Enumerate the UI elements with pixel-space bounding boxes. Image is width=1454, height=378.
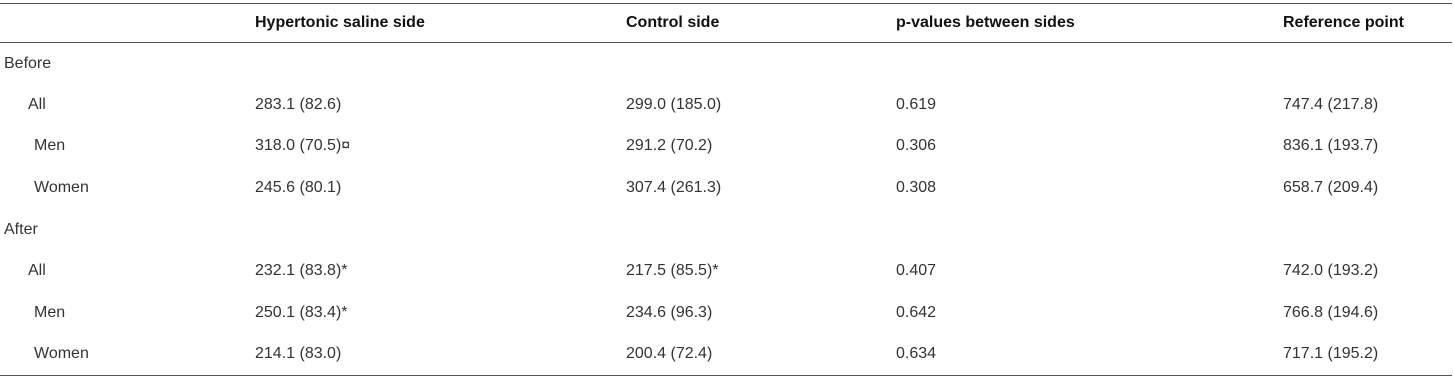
section-label: Before bbox=[4, 54, 52, 72]
cell-p-value bbox=[896, 43, 1283, 85]
cell-hypertonic-saline-side: 250.1 (83.4)* bbox=[255, 303, 348, 321]
cell-reference-point: 766.8 (194.6) bbox=[1283, 303, 1379, 321]
cell-control-side: 291.2 (70.2) bbox=[626, 137, 713, 155]
table-header bbox=[0, 4, 1452, 43]
cell-hypertonic-saline-side: 232.1 (83.8)* bbox=[255, 262, 348, 280]
cell-hypertonic-saline-side bbox=[255, 209, 626, 251]
cell-control-side bbox=[626, 43, 896, 85]
cell-hypertonic-saline-side: 245.6 (80.1) bbox=[255, 179, 342, 197]
row-label: Men bbox=[34, 137, 66, 155]
header-cell-control-side: Control side bbox=[626, 4, 896, 43]
header-cell-p-values: p-values between sides bbox=[896, 4, 1283, 43]
cell-p-value: 0.642 bbox=[896, 303, 937, 321]
header-cell-hypertonic-saline-side: Hypertonic saline side bbox=[255, 4, 626, 43]
cell-control-side: 217.5 (85.5)* bbox=[626, 262, 719, 280]
table-row bbox=[0, 334, 1452, 376]
table-row bbox=[0, 167, 1452, 209]
cell-reference-point: 747.4 (217.8) bbox=[1283, 95, 1379, 113]
table-section-row bbox=[0, 209, 1452, 251]
cell-p-value bbox=[896, 209, 1283, 251]
cell-reference-point bbox=[1283, 43, 1452, 85]
cell-p-value: 0.308 bbox=[896, 179, 937, 197]
table-section-row bbox=[0, 43, 1452, 85]
table-row bbox=[0, 126, 1452, 168]
table-row bbox=[0, 292, 1452, 334]
cell-p-value: 0.306 bbox=[896, 137, 937, 155]
cell-reference-point bbox=[1283, 209, 1452, 251]
row-label: All bbox=[28, 262, 46, 280]
cell-reference-point: 658.7 (209.4) bbox=[1283, 179, 1379, 197]
cell-hypertonic-saline-side bbox=[255, 43, 626, 85]
row-label: Men bbox=[34, 303, 66, 321]
table-row bbox=[0, 84, 1452, 126]
row-label: All bbox=[28, 95, 46, 113]
cell-control-side: 307.4 (261.3) bbox=[626, 179, 722, 197]
cell-reference-point: 742.0 (193.2) bbox=[1283, 262, 1379, 280]
table-row bbox=[0, 250, 1452, 292]
cell-hypertonic-saline-side: 318.0 (70.5)¤ bbox=[255, 137, 351, 155]
cell-control-side: 234.6 (96.3) bbox=[626, 303, 713, 321]
section-label: After bbox=[4, 220, 38, 238]
row-label: Women bbox=[34, 179, 89, 197]
cell-reference-point: 717.1 (195.2) bbox=[1283, 334, 1452, 376]
cell-p-value: 0.407 bbox=[896, 262, 937, 280]
cell-reference-point: 836.1 (193.7) bbox=[1283, 137, 1379, 155]
cell-control-side: 200.4 (72.4) bbox=[626, 334, 896, 376]
cell-p-value: 0.619 bbox=[896, 95, 937, 113]
header-row bbox=[0, 4, 1452, 43]
cell-hypertonic-saline-side: 214.1 (83.0) bbox=[255, 334, 626, 376]
cell-control-side: 299.0 (185.0) bbox=[626, 95, 722, 113]
row-label: Women bbox=[0, 334, 255, 376]
header-cell-reference-point: Reference point bbox=[1283, 4, 1452, 43]
cell-p-value: 0.634 bbox=[896, 334, 1283, 376]
results-table bbox=[0, 3, 1452, 376]
cell-hypertonic-saline-side: 283.1 (82.6) bbox=[255, 95, 342, 113]
table-body bbox=[0, 43, 1452, 376]
cell-control-side bbox=[626, 209, 896, 251]
header-cell-group bbox=[0, 4, 255, 43]
